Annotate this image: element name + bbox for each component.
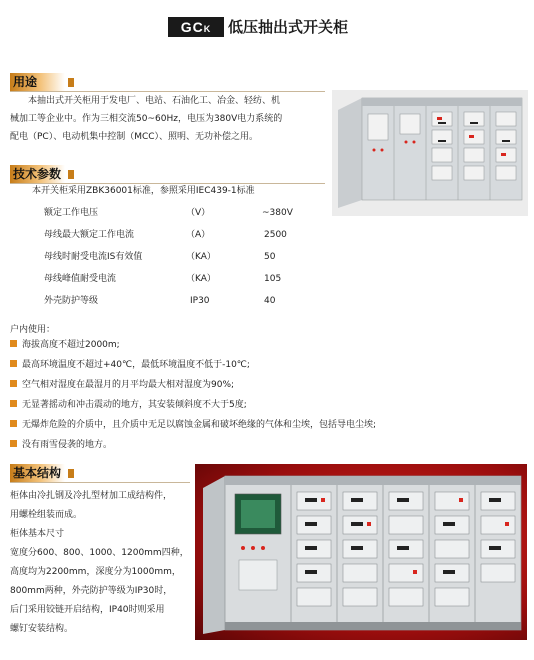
list-item-text: 没有雨雪侵袭的地方。	[22, 440, 113, 450]
structure-heading-label: 基本结构	[13, 466, 62, 480]
spec-name: 额定工作电压	[44, 208, 99, 218]
bullet-square-icon	[10, 340, 17, 347]
cabinet-photo-small	[332, 90, 528, 216]
spec-name: 母线时耐受电流IS有效值	[44, 252, 143, 262]
cabinet-photo-large	[195, 464, 527, 640]
spec-value: 40	[264, 296, 276, 306]
list-item	[10, 439, 525, 451]
usage-line: 械加工等企业中。作为三相交流50~60Hz，电压为380V电力系统的	[10, 114, 283, 124]
structure-heading	[10, 464, 190, 482]
structure-line: 高度均为2200mm，深度分为1000mm，	[10, 567, 181, 577]
spec-value: 105	[264, 274, 282, 284]
product-logo	[168, 17, 224, 37]
page-title: 低压抽出式开关柜	[228, 18, 349, 36]
heading-marker-icon	[68, 78, 74, 87]
list-item-text: 最高环境温度不超过+40℃，最低环境温度不低于-10℃;	[22, 360, 250, 370]
structure-line: 螺钉安装结构。	[10, 624, 74, 634]
structure-line: 用螺栓组装而成。	[10, 510, 83, 520]
spec-unit: IP30	[190, 296, 210, 306]
spec-unit: （KA）	[186, 252, 216, 262]
bullet-square-icon	[10, 360, 17, 367]
switchgear-row-illustration	[195, 464, 527, 640]
tech-heading-label: 技术参数	[13, 167, 62, 181]
indoor-heading: 户内使用：	[10, 325, 56, 335]
spec-unit: （KA）	[186, 274, 216, 284]
spec-name: 母线最大额定工作电流	[44, 230, 135, 240]
spec-value: 50	[264, 252, 276, 262]
bullet-square-icon	[10, 400, 17, 407]
heading-marker-icon	[68, 170, 74, 179]
list-item	[10, 359, 525, 371]
list-item	[10, 379, 525, 391]
spec-name: 外壳防护等级	[44, 296, 99, 306]
list-item	[10, 339, 525, 351]
list-item-text: 无显著摇动和冲击震动的地方，其安装倾斜度不大于5度;	[22, 400, 247, 410]
spec-unit: （A）	[186, 230, 211, 240]
heading-marker-icon	[68, 469, 74, 478]
usage-heading	[10, 73, 325, 91]
spec-value: 2500	[264, 230, 287, 240]
bullet-square-icon	[10, 420, 17, 427]
structure-line: 800mm两种，外壳防护等级为IP30时，	[10, 586, 173, 596]
spec-value: ~380V	[262, 208, 293, 218]
indoor-bullet-list	[10, 339, 525, 459]
bullet-square-icon	[10, 380, 17, 387]
logo-sub: K	[203, 24, 212, 34]
structure-line: 宽度分600、800、1000、1200mm四种，	[10, 548, 189, 558]
tech-heading	[10, 165, 325, 183]
list-item-text: 空气相对湿度在最湿月的月平均最大相对湿度为90%;	[22, 380, 235, 390]
structure-line: 后门采用铰链开启结构，IP40时则采用	[10, 605, 165, 615]
structure-paragraph	[10, 487, 195, 639]
structure-line: 柜体由冷扎钢及冷扎型材加工成结构件，	[10, 491, 173, 501]
list-item	[10, 419, 525, 431]
tech-intro: 本开关柜采用ZBK36001标准，参照采用IEC439-1标准	[32, 186, 255, 196]
list-item-text: 无爆炸危险的介质中，且介质中无足以腐蚀金属和破坏绝缘的气体和尘埃，包括导电尘埃;	[22, 420, 377, 430]
list-item-text: 海拔高度不超过2000m;	[22, 340, 120, 350]
usage-paragraph	[10, 92, 330, 146]
usage-line: 配电（PC）、电动机集中控制（MCC）、照明、无功补偿之用。	[10, 132, 259, 142]
bullet-square-icon	[10, 440, 17, 447]
usage-heading-label: 用途	[13, 75, 38, 89]
structure-line: 柜体基本尺寸	[10, 529, 65, 539]
logo-text: GC	[180, 19, 204, 35]
spec-unit: （V）	[186, 208, 211, 218]
spec-name: 母线峰值耐受电流	[44, 274, 117, 284]
switchgear-cabinet-illustration	[332, 90, 528, 216]
list-item	[10, 399, 525, 411]
usage-line: 本抽出式开关柜用于发电厂、电站、石油化工、冶金、轻纺、机	[28, 96, 281, 106]
